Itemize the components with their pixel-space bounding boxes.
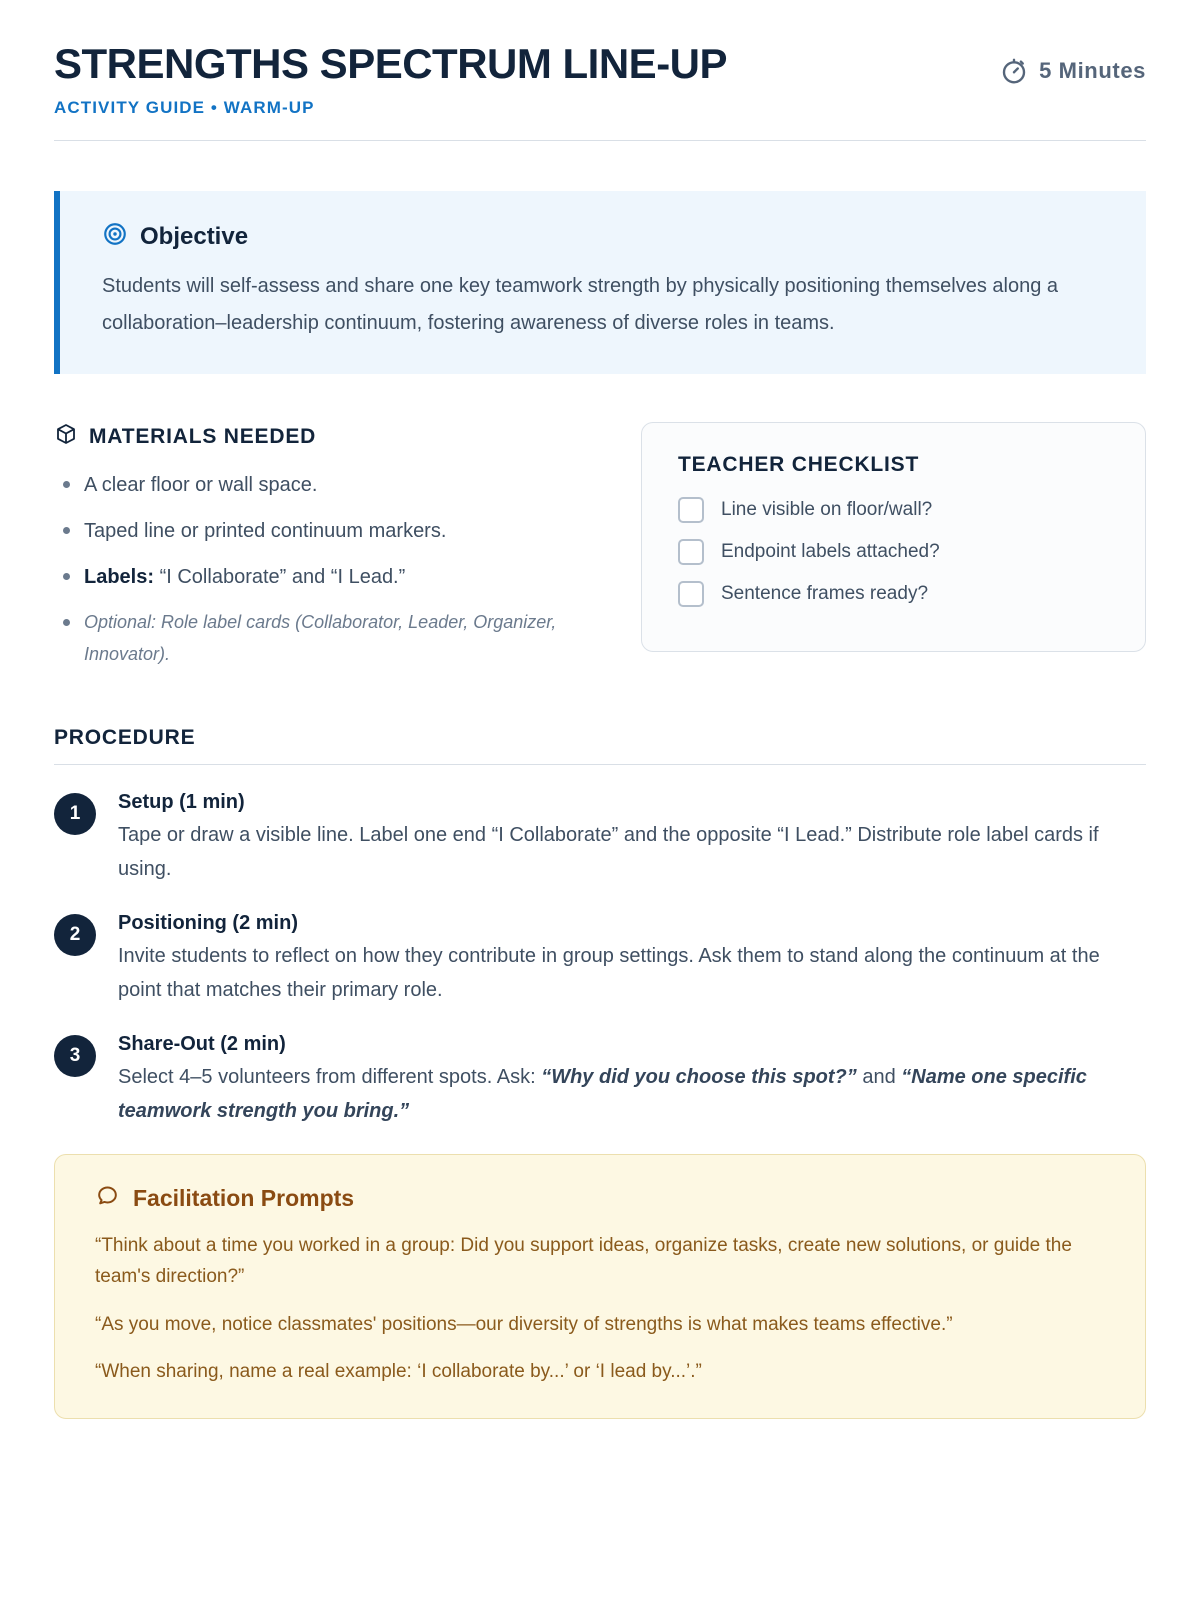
procedure-step: [54, 791, 1146, 886]
checklist-item-label: Sentence frames ready?: [721, 583, 929, 605]
materials-section: [54, 422, 599, 684]
prompt-item: “As you move, notice classmates' positions—our diversity of strengths is what makes teams effective.”: [95, 1313, 953, 1335]
list-item: [54, 515, 599, 547]
speech-bubble-icon: [95, 1183, 120, 1213]
step-body: [118, 791, 1146, 886]
step-text: Invite students to reflect on how they contribute in group settings. Ask them to stand along the continuum at the point that matches their primary role.: [118, 945, 1100, 1002]
checkbox[interactable]: [678, 581, 704, 607]
duration-label: 5 Minutes: [1039, 58, 1146, 83]
checklist-row[interactable]: [678, 581, 1113, 607]
step-joiner: and: [862, 1066, 896, 1089]
step-body: [118, 1033, 1146, 1128]
material-text: Taped line or printed continuum markers.: [84, 520, 447, 543]
material-text: Optional: Role label cards (Collaborator, Leader, Organizer, Innovator).: [84, 612, 557, 664]
prompt-item: “When sharing, name a real example: ‘I collaborate by...’ or ‘I lead by...’.”: [95, 1361, 702, 1383]
procedure-steps: [54, 791, 1146, 1128]
step-text-lead: Select 4–5 volunteers from different spots. Ask:: [118, 1066, 536, 1089]
materials-label: MATERIALS NEEDED: [89, 424, 317, 448]
header-divider: [54, 140, 1146, 141]
teacher-checklist-card: [641, 422, 1146, 652]
materials-list: [54, 469, 599, 670]
checklist-row[interactable]: [678, 497, 1113, 523]
procedure-title: PROCEDURE: [54, 726, 196, 750]
materials-header: [54, 422, 599, 451]
checklist-item-label: Endpoint labels attached?: [721, 541, 940, 563]
procedure-divider: [54, 764, 1146, 765]
page-title: STRENGTHS SPECTRUM LINE-UP: [54, 40, 728, 87]
checkbox[interactable]: [678, 539, 704, 565]
page-subtitle: ACTIVITY GUIDE • WARM-UP: [54, 98, 315, 118]
procedure-step: [54, 912, 1146, 1007]
middle-section: [54, 422, 1146, 684]
material-text: “I Collaborate” and “I Lead.”: [159, 566, 406, 589]
prompts-label: Facilitation Prompts: [133, 1184, 355, 1211]
checkbox[interactable]: [678, 497, 704, 523]
step-heading: Setup (1 min): [118, 791, 245, 814]
target-icon: [102, 221, 128, 252]
material-text: A clear floor or wall space.: [84, 474, 318, 497]
objective-callout: [54, 191, 1146, 374]
facilitation-prompts-card: [54, 1154, 1146, 1419]
objective-label: Objective: [140, 222, 249, 250]
prompt-item: “Think about a time you worked in a group: Did you support ideas, organize tasks, create new solutions, or guide the team's direction?”: [95, 1235, 1072, 1287]
box-icon: [54, 422, 78, 451]
step-heading: Positioning (2 min): [118, 912, 298, 935]
step-body: [118, 912, 1146, 1007]
material-prefix: Labels:: [84, 566, 155, 589]
step-number: 1: [54, 793, 96, 835]
duration-badge: [999, 56, 1146, 86]
list-item-optional: [54, 607, 599, 670]
checklist-row[interactable]: [678, 539, 1113, 565]
page-header: [54, 42, 1146, 86]
procedure-step: [54, 1033, 1146, 1128]
step-quote-one: “Why did you choose this spot?”: [541, 1066, 857, 1089]
step-text: [118, 1060, 1146, 1128]
step-heading: Share-Out (2 min): [118, 1033, 286, 1056]
prompts-header: [95, 1183, 1109, 1213]
step-text: Tape or draw a visible line. Label one end “I Collaborate” and the opposite “I Lead.” Distribute role label cards if using.: [118, 824, 1099, 881]
checklist-item-label: Line visible on floor/wall?: [721, 499, 933, 521]
step-quote-two: “Name one specific teamwork strength you bring.”: [118, 1066, 1087, 1123]
checklist-title: TEACHER CHECKLIST: [678, 453, 920, 477]
objective-text: Students will self-assess and share one key teamwork strength by physically positioning themselves along a collaboration–leadership continuum, fostering awareness of diverse roles in teams.: [102, 275, 1059, 335]
objective-header: [102, 221, 1106, 252]
list-item: [54, 469, 599, 501]
stopwatch-icon: [999, 56, 1029, 86]
list-item: [54, 561, 599, 593]
step-number: 3: [54, 1035, 96, 1077]
step-number: 2: [54, 914, 96, 956]
